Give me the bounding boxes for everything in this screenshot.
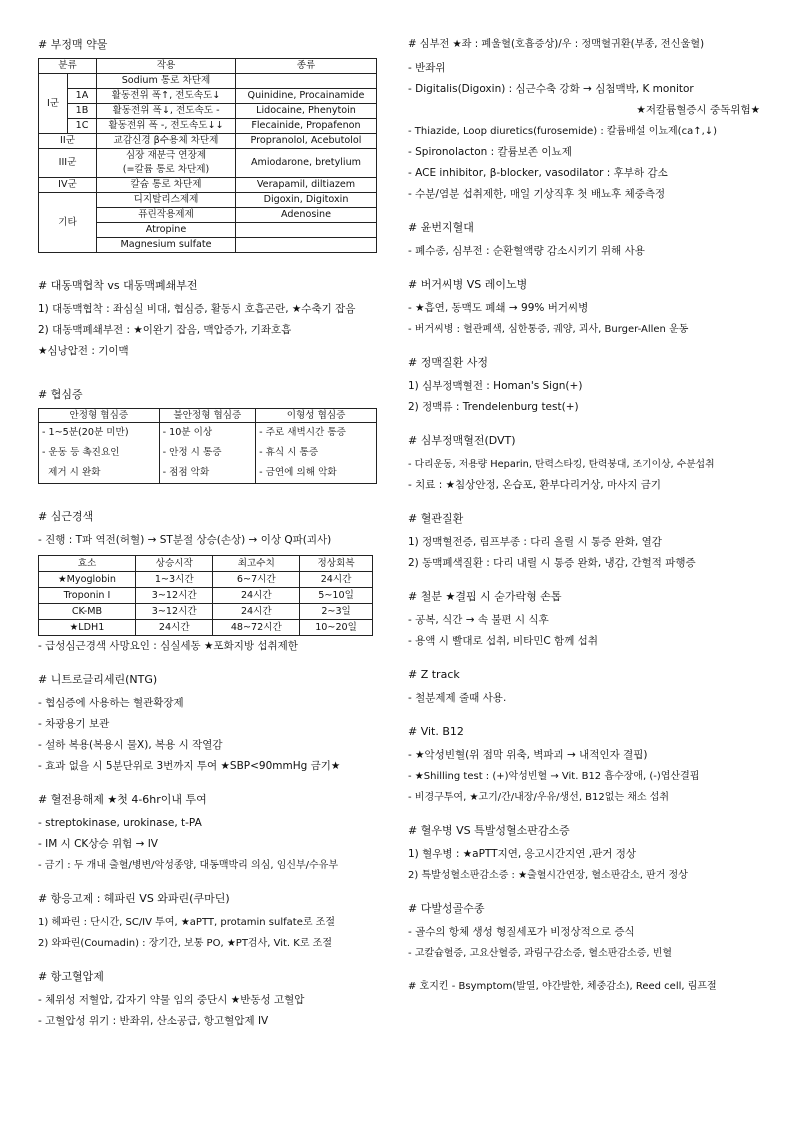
text-line: - Spironolacton : 칼륨보존 이뇨제 — [408, 146, 572, 158]
header-stable: 안정형 협심증 — [39, 409, 160, 423]
text-line: - ★흡연, 동맥도 폐쇄 → 99% 버거씨병 — [408, 302, 589, 314]
text-line: - 다리운동, 저용량 Heparin, 탄력스타킹, 탄력붕대, 조기이상, 수분섭취 — [408, 459, 715, 470]
cell-class: III군 — [39, 149, 97, 178]
section-hemophilia — [408, 824, 760, 886]
text-line: ★저칼륨혈증시 중독위험★ — [636, 104, 760, 116]
section-venous — [408, 356, 760, 418]
text-line: - 치료 : ★침상안정, 온습포, 환부다리거상, 마사지 금기 — [408, 479, 661, 491]
section-thrombolytic — [38, 793, 383, 876]
section-title: # 니트로글리세린(NTG) — [38, 673, 158, 686]
text-line: - Digitalis(Digoxin) : 심근수축 강화 → 심첨맥박, K monitor — [408, 83, 694, 95]
text-line: - ★악성빈혈(위 점막 위축, 벽파괴 → 내적인자 결핍) — [408, 749, 648, 761]
text-line: - ★Shilling test : (+)악성빈혈 → Vit. B12 흡수장애, (-)엽산결핍 — [408, 771, 700, 782]
text-line: 2) 동맥폐색질환 : 다리 내릴 시 통증 완화, 냉감, 간헐적 파행증 — [408, 557, 696, 569]
text-line: 1) 헤파린 : 단시간, SC/IV 투여, ★aPTT, protamin sulfate로 조절 — [38, 917, 336, 928]
table-cell: 6~7시간 — [213, 572, 300, 588]
cell-action: Sodium 통로 차단제 — [97, 74, 236, 89]
cell-drug: Adenosine — [236, 208, 377, 223]
cell-action-line: (=칼륨 통로 차단제) — [122, 164, 210, 175]
text-line: 2) 와파린(Coumadin) : 장기간, 보통 PO, ★PT검사, Vit. K로 조절 — [38, 938, 332, 949]
cell-class: IV군 — [39, 178, 97, 193]
table-row — [39, 178, 377, 193]
text-line: 2) 대동맥폐쇄부전 : ★이완기 잡음, 맥압증가, 기좌호흡 — [38, 324, 292, 336]
section-vascular — [408, 512, 760, 574]
table-cell: ★Myoglobin — [39, 572, 136, 588]
cell-drug: Lidocaine, Phenytoin — [236, 104, 377, 119]
text-line: - 비경구투여, ★고기/간/내장/우유/생선, B12없는 채소 섭취 — [408, 792, 670, 803]
cell-action: Magnesium sulfate — [97, 238, 236, 253]
section-title: # 윤번지혈대 — [408, 221, 474, 234]
text-line: - 버거씨병 : 혈관폐색, 심한통증, 궤양, 괴사, Burger-Allen 운동 — [408, 324, 689, 335]
text-line: 2) 특발성혈소판감소증 : ★출혈시간연장, 혈소판감소, 판거 정상 — [408, 870, 688, 881]
table-cell: Troponin I — [39, 588, 136, 604]
section-title: # 심부정맥혈전(DVT) — [408, 434, 516, 447]
text-line: - 협심증에 사용하는 혈관확장제 — [38, 697, 184, 709]
cell-action: 활동전위 폭 -, 전도속도↓↓ — [97, 119, 236, 134]
section-title: # 심부전 ★좌 : 폐울혈(호흡증상)/우 : 정맥혈귀환(부종, 전신울혈) — [408, 39, 705, 50]
table-row — [39, 193, 377, 208]
table-cell: 24시간 — [213, 604, 300, 620]
cell-action: Atropine — [97, 223, 236, 238]
table-cell: - 1~5분(20분 미만) — [39, 423, 160, 444]
table-cell: - 휴식 시 통증 — [256, 443, 377, 463]
text-line: ★심낭압전 : 기이맥 — [38, 345, 129, 357]
section-angina — [38, 388, 383, 484]
text-line: 1) 심부정맥혈전 : Homan's Sign(+) — [408, 380, 583, 392]
section-title: # 항고혈압제 — [38, 970, 104, 983]
text-line: - streptokinase, urokinase, t-PA — [38, 817, 202, 829]
header-drug: 종류 — [236, 59, 377, 74]
text-line: - 용액 시 빨대로 섭취, 비타민C 함께 섭취 — [408, 635, 598, 647]
antiarrhythmic-table — [38, 58, 377, 253]
section-dvt — [408, 434, 760, 496]
cell-action: 활동전위 폭↓, 전도속도 - — [97, 104, 236, 119]
section-title: # 심근경색 — [38, 510, 94, 523]
text-line: - 공복, 식간 → 속 불편 시 식후 — [408, 614, 549, 626]
section-aortic — [38, 279, 383, 362]
text-line: - 철분제제 줄때 사용. — [408, 692, 507, 704]
text-line: - 고칼슘혈증, 고요산혈증, 과림구감소증, 혈소판감소증, 빈혈 — [408, 948, 673, 959]
cell-sub: 1B — [68, 104, 97, 119]
table-cell: - 주로 새벽시간 통증 — [256, 423, 377, 444]
text-line: - 수분/염분 섭취제한, 매일 기상직후 첫 배뇨후 체중측정 — [408, 188, 666, 200]
cell-action: 디지탈리스제제 — [97, 193, 236, 208]
text-line: - 효과 없을 시 5분단위로 3번까지 투여 ★SBP<90mmHg 금기★ — [38, 760, 341, 772]
table-row — [39, 149, 377, 178]
table-row — [39, 572, 373, 588]
section-buerger — [408, 278, 760, 340]
table-cell: CK-MB — [39, 604, 136, 620]
text-line: - 체위성 저혈압, 갑자기 약물 임의 중단시 ★반동성 고혈압 — [38, 994, 305, 1006]
text-line: - IM 시 CK상승 위험 → IV — [38, 838, 158, 850]
text-line: - 반좌위 — [408, 62, 446, 74]
section-title: # 철분 ★결핍 시 숟가락형 손톱 — [408, 590, 562, 603]
table-cell: - 10분 이상 — [159, 423, 256, 444]
section-title: # 혈우병 VS 특발성혈소판감소증 — [408, 824, 570, 837]
table-row — [39, 134, 377, 149]
cell-drug: Propranolol, Acebutolol — [236, 134, 377, 149]
header-peak: 최고수치 — [213, 556, 300, 572]
table-row — [39, 604, 373, 620]
text-line: - 설하 복용(복용시 물X), 복용 시 작열감 — [38, 739, 223, 751]
table-cell: - 안정 시 통증 — [159, 443, 256, 463]
section-title: # 버거씨병 VS 레이노병 — [408, 278, 528, 291]
section-hodgkin — [408, 980, 760, 994]
text-line: - ACE inhibitor, β-blocker, vasodilator : 후부하 감소 — [408, 167, 668, 179]
section-mi — [38, 510, 383, 657]
table-cell: ★LDH1 — [39, 620, 136, 636]
table-row — [39, 74, 377, 89]
text-line: 1) 대동맥협착 : 좌심실 비대, 협심증, 활동시 호흡곤란, ★수축기 잡음 — [38, 303, 356, 315]
text-line: - 금기 : 두 개내 출혈/병변/악성종양, 대동맥박리 의심, 임신부/수유부 — [38, 860, 339, 871]
text-line: - Thiazide, Loop diuretics(furosemide) : 칼륨배설 이뇨제(ca↑,↓) — [408, 126, 718, 137]
table-cell: 10~20일 — [300, 620, 373, 636]
section-anticoagulant — [38, 892, 383, 954]
section-title: # 혈전용해제 ★첫 4-6hr이내 투여 — [38, 793, 207, 806]
cell-action — [97, 149, 236, 178]
section-title: # 대동맥협착 vs 대동맥폐쇄부전 — [38, 279, 198, 292]
text-line: 1) 혈우병 : ★aPTT지연, 응고시간지연 ,판거 정상 — [408, 848, 636, 860]
section-title: # Vit. B12 — [408, 725, 464, 738]
table-cell: 3~12시간 — [135, 604, 213, 620]
table-row — [39, 423, 377, 444]
text-line: - 차광용기 보관 — [38, 718, 110, 730]
cell-class: I군 — [39, 74, 68, 134]
table-row — [39, 104, 377, 119]
section-title: # 항응고제 : 헤파린 VS 와파린(쿠마딘) — [38, 892, 230, 905]
text-line: - 급성심근경색 사망요인 : 심실세동 ★포화지방 섭취제한 — [38, 640, 298, 652]
cell-drug: Quinidine, Procainamide — [236, 89, 377, 104]
text-line: 1) 정맥혈전증, 림프부종 : 다리 올릴 시 통증 완화, 열감 — [408, 536, 662, 548]
section-title: # 다발성골수종 — [408, 902, 485, 915]
section-ztrack — [408, 668, 760, 709]
header-enzyme: 효소 — [39, 556, 136, 572]
section-myeloma — [408, 902, 760, 964]
cell-drug: Amiodarone, bretylium — [236, 149, 377, 178]
cell-drug — [236, 238, 377, 253]
table-cell: - 점점 악화 — [159, 463, 256, 484]
table-row — [39, 443, 377, 463]
text-line: - 진행 : T파 역전(허혈) → ST분절 상승(손상) → 이상 Q파(괴사) — [38, 534, 332, 546]
cell-action: 퓨린작용제제 — [97, 208, 236, 223]
section-antihypertensive — [38, 970, 383, 1032]
section-title: # 협심증 — [38, 388, 83, 401]
header-onset: 상승시작 — [135, 556, 213, 572]
header-class: 분류 — [39, 59, 97, 74]
table-cell: 5~10일 — [300, 588, 373, 604]
table-row — [39, 119, 377, 134]
table-cell: 제거 시 완화 — [39, 463, 160, 484]
text-line: 2) 정맥류 : Trendelenburg test(+) — [408, 401, 579, 413]
text-line: - 골수의 항체 생성 형질세포가 비정상적으로 증식 — [408, 926, 635, 938]
table-cell: 1~3시간 — [135, 572, 213, 588]
section-title: # 부정맥 약물 — [38, 38, 108, 51]
section-title: # 혈관질환 — [408, 512, 464, 525]
table-cell: - 금연에 의해 악화 — [256, 463, 377, 484]
cell-action: 칼슘 통로 차단제 — [97, 178, 236, 193]
table-row — [39, 463, 377, 484]
table-row — [39, 588, 373, 604]
cell-sub: 1A — [68, 89, 97, 104]
table-cell: 24시간 — [213, 588, 300, 604]
text-line: - 고혈압성 위기 : 반좌위, 산소공급, 항고혈압제 IV — [38, 1015, 269, 1027]
table-cell: 24시간 — [135, 620, 213, 636]
cell-drug — [236, 74, 377, 89]
cell-sub: 1C — [68, 119, 97, 134]
table-row — [39, 620, 373, 636]
cell-action: 활동전위 폭↑, 전도속도↓ — [97, 89, 236, 104]
table-cell: 2~3일 — [300, 604, 373, 620]
table-cell: 48~72시간 — [213, 620, 300, 636]
section-heart-failure — [408, 38, 760, 205]
left-column — [38, 38, 383, 1048]
cell-action-line: 심장 재분극 연장제 — [125, 150, 207, 161]
cell-drug: Digoxin, Digitoxin — [236, 193, 377, 208]
header-recovery: 정상회복 — [300, 556, 373, 572]
right-column — [408, 38, 760, 1010]
section-title: # 호지킨 - Bsymptom(발열, 야간발한, 체중감소), Reed cell, 림프절 — [408, 981, 717, 992]
cell-sub — [68, 74, 97, 89]
section-title: # Z track — [408, 668, 460, 681]
table-cell: 3~12시간 — [135, 588, 213, 604]
header-unstable: 불안정형 협심증 — [159, 409, 256, 423]
table-cell: - 운동 등 촉진요인 — [39, 443, 160, 463]
header-variant: 이형성 협심증 — [256, 409, 377, 423]
section-title: # 정맥질환 사정 — [408, 356, 488, 369]
section-vit-b12 — [408, 725, 760, 808]
section-iron — [408, 590, 760, 652]
cell-drug: Flecainide, Propafenon — [236, 119, 377, 134]
cell-class: II군 — [39, 134, 97, 149]
section-antiarrhythmic — [38, 38, 383, 253]
section-ntg — [38, 673, 383, 777]
angina-table — [38, 408, 377, 484]
table-cell: 24시간 — [300, 572, 373, 588]
cell-drug: Verapamil, diltiazem — [236, 178, 377, 193]
table-row — [39, 89, 377, 104]
enzyme-table — [38, 555, 373, 636]
section-tourniquet — [408, 221, 760, 262]
cell-class: 기타 — [39, 193, 97, 253]
text-line: - 폐수종, 심부전 : 순환혈액량 감소시키기 위해 사용 — [408, 245, 645, 257]
cell-action: 교감신경 β수용체 차단제 — [97, 134, 236, 149]
header-action: 작용 — [97, 59, 236, 74]
cell-drug — [236, 223, 377, 238]
